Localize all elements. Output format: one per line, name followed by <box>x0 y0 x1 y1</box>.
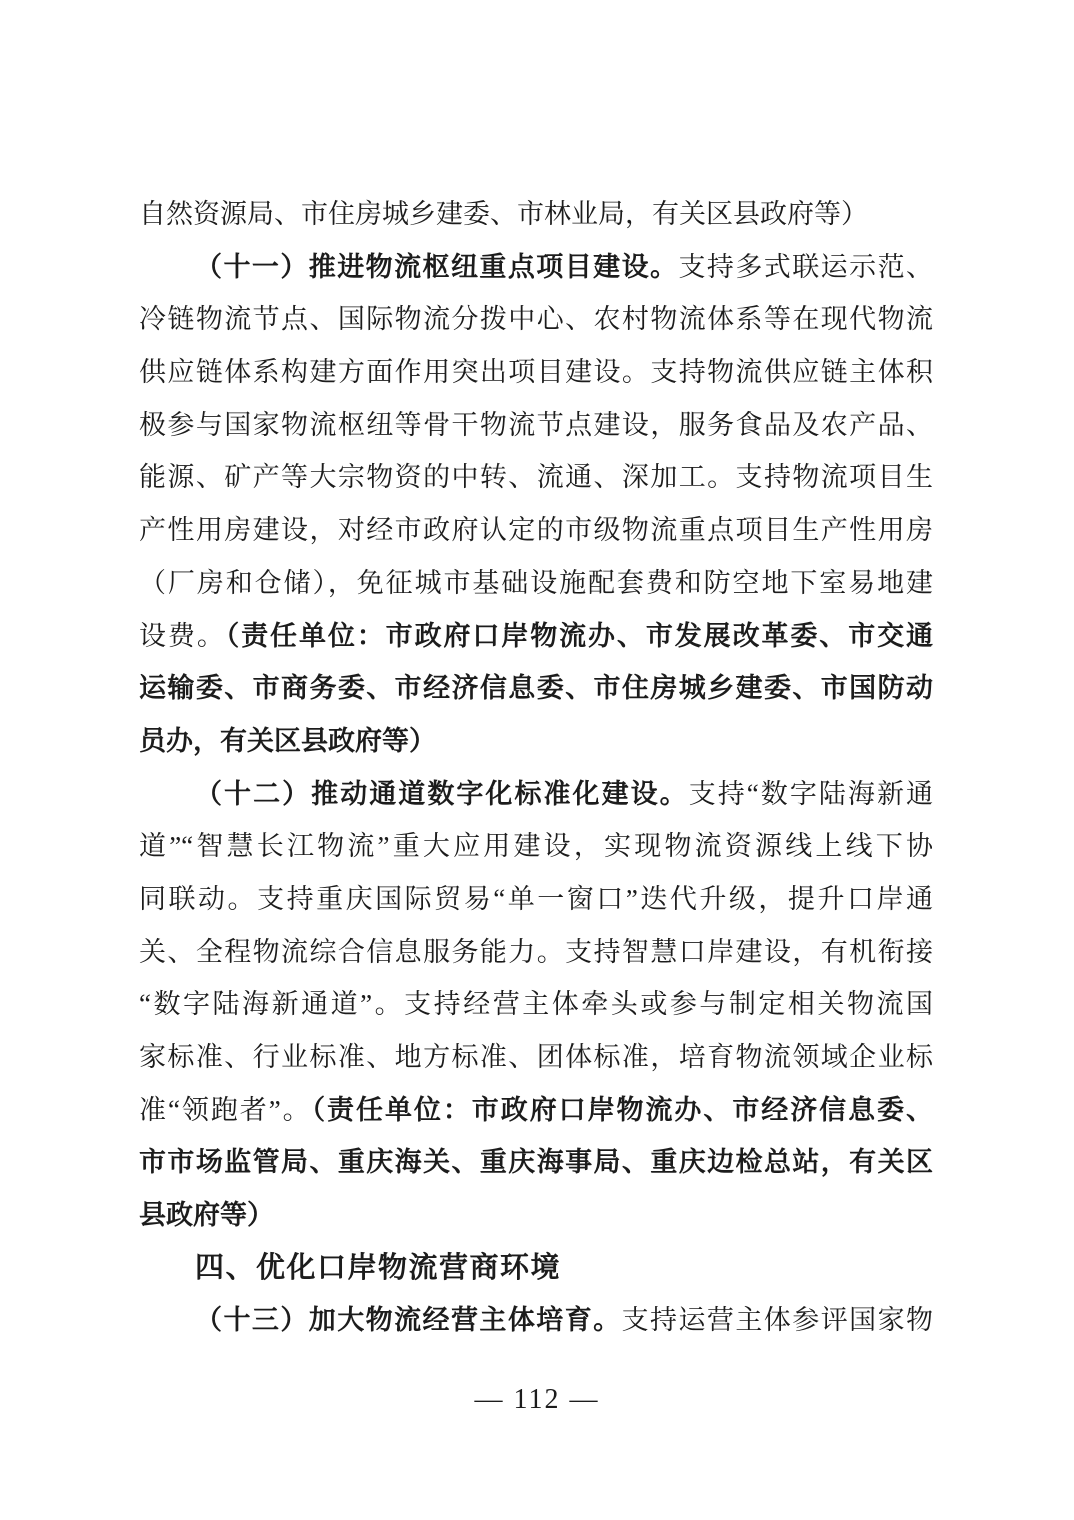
text-segment: （十二）推动通道数字化标准化建设。 <box>195 778 689 809</box>
text-segment: 供应链体系构建方面作用突出项目建设。支持物流供应链主体积 <box>139 357 933 388</box>
text-line <box>139 1084 933 1137</box>
section-heading <box>139 1242 933 1295</box>
text-segment: 关、全程物流综合信息服务能力。支持智慧口岸建设，有机衔接 <box>139 936 933 967</box>
text-segment: （责任单位：市政府口岸物流办、市经济信息委、 <box>311 1094 933 1125</box>
page-number: — 112 — <box>474 1384 600 1415</box>
text-line <box>139 346 933 399</box>
text-segment: 自然资源局、市住房城乡建委、市林业局，有关区县政府等） <box>139 199 868 229</box>
text-line <box>139 293 933 346</box>
text-segment: 准“领跑者”。 <box>139 1094 312 1125</box>
text-segment: 运输委、市商务委、市经济信息委、市住房城乡建委、市国防动 <box>139 673 933 704</box>
text-segment: 极参与国家物流枢纽等骨干物流节点建设，服务食品及农产品、 <box>139 409 933 440</box>
text-segment: 同联动。支持重庆国际贸易“单一窗口”迭代升级，提升口岸通 <box>139 883 933 914</box>
text-line <box>139 557 933 610</box>
text-segment: （十三）加大物流经营主体培育。 <box>195 1305 622 1336</box>
text-segment: 四、优化口岸物流营商环境 <box>195 1251 562 1284</box>
text-line <box>139 504 933 557</box>
document-body <box>139 188 933 1347</box>
text-line <box>139 451 933 504</box>
text-segment: 市市场监管局、重庆海关、重庆海事局、重庆边检总站，有关区 <box>139 1147 933 1178</box>
text-line <box>139 662 933 715</box>
text-line <box>139 399 933 452</box>
text-line <box>139 1294 933 1347</box>
text-line <box>139 241 933 294</box>
text-line <box>139 978 933 1031</box>
text-segment: （责任单位：市政府口岸物流办、市发展改革委、市交通 <box>225 620 933 651</box>
text-line <box>139 768 933 821</box>
text-line <box>139 1031 933 1084</box>
text-segment: 支持“数字陆海新通 <box>688 778 933 809</box>
text-segment: 支持运营主体参评国家物 <box>621 1305 933 1336</box>
text-line <box>139 1189 933 1242</box>
text-line <box>139 188 933 241</box>
text-line <box>139 926 933 979</box>
text-segment: 家标准、行业标准、地方标准、团体标准，培育物流领域企业标 <box>139 1042 933 1072</box>
page-footer <box>0 1384 1074 1416</box>
text-line <box>139 1136 933 1189</box>
text-line <box>139 610 933 663</box>
text-segment: 道”“智慧长江物流”重大应用建设，实现物流资源线上线下协 <box>139 831 933 862</box>
text-line <box>139 820 933 873</box>
text-segment: （厂房和仓储），免征城市基础设施配套费和防空地下室易地建 <box>139 567 933 598</box>
text-segment: 能源、矿产等大宗物资的中转、流通、深加工。支持物流项目生 <box>139 462 933 493</box>
text-segment: 冷链物流节点、国际物流分拨中心、农村物流体系等在现代物流 <box>139 304 933 335</box>
text-segment: “数字陆海新通道”。支持经营主体牵头或参与制定相关物流国 <box>139 989 933 1020</box>
text-segment: 县政府等） <box>139 1200 274 1231</box>
text-segment: 设费。 <box>139 620 226 651</box>
text-segment: 产性用房建设，对经市政府认定的市级物流重点项目生产性用房 <box>139 515 933 546</box>
text-line <box>139 873 933 926</box>
text-segment: 员办，有关区县政府等） <box>139 725 436 756</box>
text-segment: 支持多式联运示范、 <box>678 251 933 282</box>
text-segment: （十一）推进物流枢纽重点项目建设。 <box>195 251 679 282</box>
text-line <box>139 715 933 768</box>
